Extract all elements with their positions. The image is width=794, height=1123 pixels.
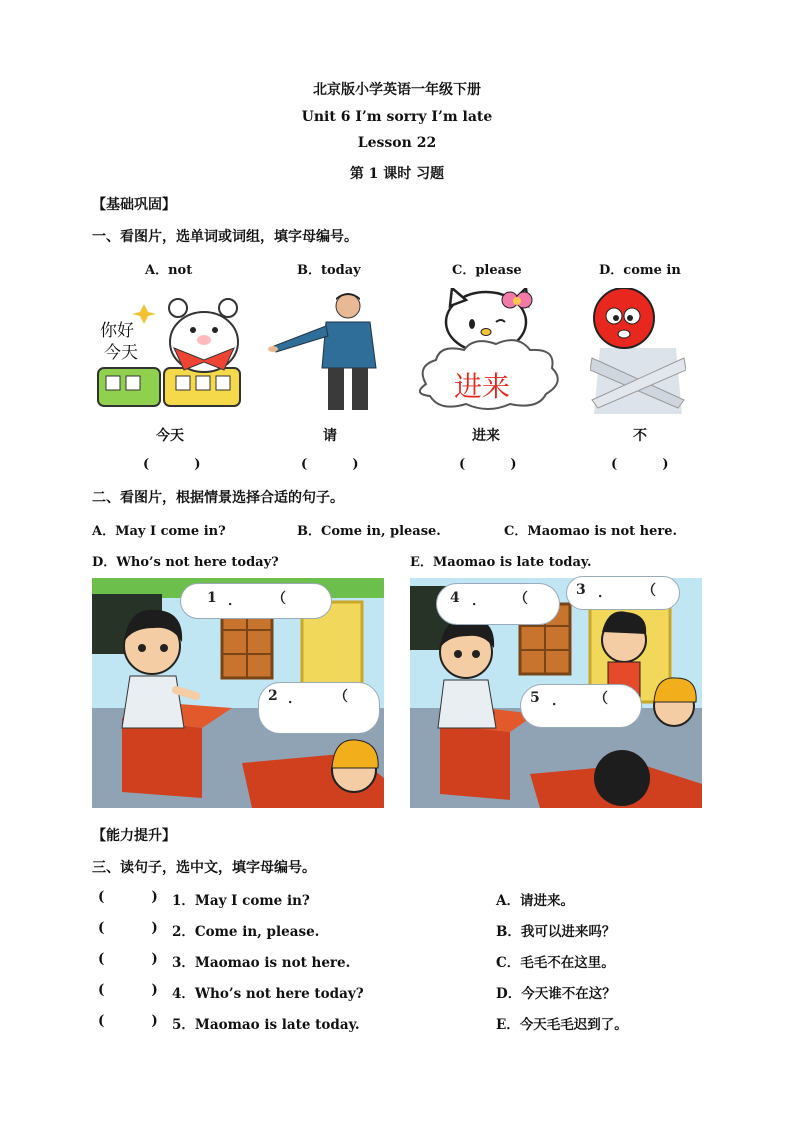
q3-answer-c: C．毛毛不在这里。 [496,955,615,971]
option-b: B．today [297,263,361,278]
caption-please: 请 [323,428,337,444]
option-c: C．please [452,263,522,278]
q3-sentence-1: 1．May I come in? [172,893,310,909]
q3-sentence-2: 2．Come in, please. [172,924,320,940]
answer-blank-4[interactable]: ( ) [611,457,669,472]
q3-blank-1[interactable]: ( ) [98,889,158,905]
section-heading-ability: 【能力提升】 [92,828,176,844]
caption-today: 今天 [156,428,184,444]
answer-blank-2[interactable]: ( ) [301,457,359,472]
caption-come-in: 进来 [472,428,500,444]
choice-e: E．Maomao is late today. [410,555,592,570]
option-a: A．not [145,263,193,278]
choice-a: A．May I come in? [92,524,226,539]
bubble-1-mark: ． [228,593,242,609]
bubble-4-number: 4 [450,590,460,606]
choice-b: B．Come in, please. [297,524,441,539]
bear-art-text-2: 今天 [104,343,138,363]
section-heading-basic: 【基础巩固】 [92,197,176,213]
picture-bear [92,290,244,412]
bubble-4-mark: ． [472,593,486,609]
bear-art-text-1: 你好 [100,321,134,341]
bubble-5-paren[interactable]: （ [594,691,608,707]
bubble-2-number: 2 [268,688,278,704]
caption-not: 不 [633,428,647,444]
q3-title: 三、读句子，选中文，填字母编号。 [92,860,316,876]
bubble-4-paren[interactable]: （ [514,591,528,607]
choice-d: D．Who’s not here today? [92,555,279,570]
q3-blank-5[interactable]: ( ) [98,1013,158,1029]
period-title: 第 1 课时 习题 [349,166,445,182]
bubble-5-mark: ． [552,693,566,709]
speech-bubble-1 [180,583,332,619]
q3-answer-e: E．今天毛毛迟到了。 [496,1017,628,1033]
q3-sentence-3: 3．Maomao is not here. [172,955,351,971]
picture-kitty [410,288,564,414]
picture-man [268,290,392,412]
bubble-2-paren[interactable]: （ [334,689,348,705]
q2-title: 二、看图片，根据情景选择合适的句子。 [92,490,344,506]
q3-answer-d: D．今天谁不在这？ [496,986,616,1002]
picture-cross-arms [590,288,686,414]
bubble-2-mark: ． [288,691,302,707]
q3-blank-3[interactable]: ( ) [98,951,158,967]
bubble-1-paren[interactable]: （ [272,591,286,607]
bubble-1-number: 1 [207,590,217,606]
bubble-5-number: 5 [530,690,540,706]
unit-title: Unit 6 I’m sorry I’m late [301,109,493,125]
bubble-3-mark: ． [598,585,612,601]
q1-title: 一、看图片，选单词或词组，填字母编号。 [92,229,358,245]
lesson-title: Lesson 22 [357,135,437,151]
q3-sentence-5: 5．Maomao is late today. [172,1017,360,1033]
q3-answer-a: A．请进来。 [496,893,574,909]
answer-blank-3[interactable]: ( ) [459,457,517,472]
option-d: D．come in [599,263,681,278]
kitty-art-text: 进来 [454,370,511,403]
answer-blank-1[interactable]: ( ) [143,457,201,472]
choice-c: C．Maomao is not here. [504,524,678,539]
q3-answer-b: B．我可以进来吗？ [496,924,616,940]
q3-blank-2[interactable]: ( ) [98,920,158,936]
bubble-3-paren[interactable]: （ [642,583,656,599]
bubble-3-number: 3 [576,582,586,598]
q3-sentence-4: 4．Who’s not here today? [172,986,364,1002]
q3-blank-4[interactable]: ( ) [98,982,158,998]
book-title: 北京版小学英语一年级下册 [313,82,481,98]
